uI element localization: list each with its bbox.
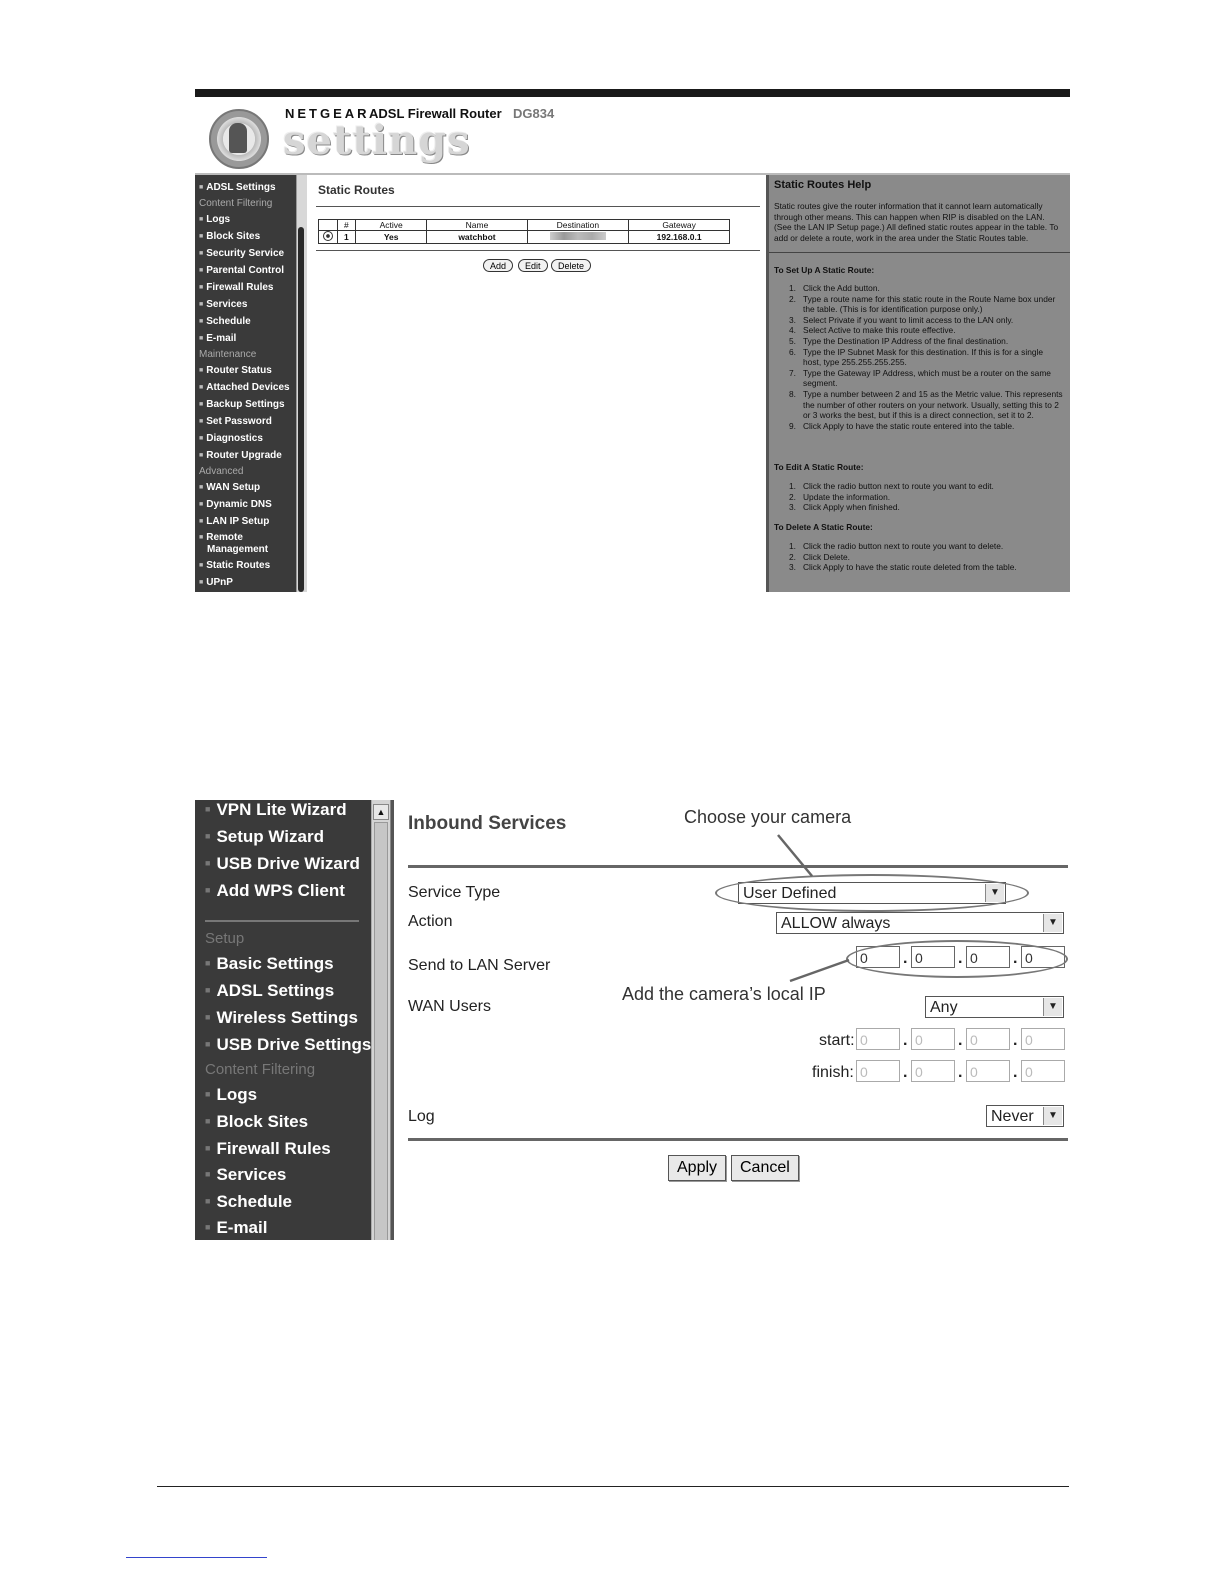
help-step-text: Type a number between 2 and 15 as the Metric value. This represents the number of other routers on your network. Usually, setting this to 2 or 3 works the best, but if this is a direct connection, set it to 2.	[803, 388, 1063, 421]
chevron-down-icon[interactable]: ▼	[1043, 914, 1062, 932]
lan-ip-octet-1[interactable]: 0	[856, 946, 900, 968]
footer-link-underline[interactable]	[126, 1557, 267, 1558]
ip-dot: .	[958, 950, 963, 967]
ip-dot: .	[903, 950, 908, 967]
help-step-text: Select Private if you want to limit access to the LAN only.	[803, 314, 1014, 325]
sidebar-item-label: Services	[206, 299, 248, 310]
help-step	[789, 389, 1063, 421]
help-step-text: Type the IP Subnet Mask for this destination. If this is for a single host, type 255.255.255.255.	[803, 346, 1044, 368]
help-step-text: Click Apply to have the static route deleted from the table.	[803, 562, 1017, 573]
help-step	[789, 294, 1063, 315]
sidebar-item[interactable]	[205, 1139, 331, 1159]
sidebar-item[interactable]	[199, 316, 251, 328]
help-step-number: 7.	[789, 367, 796, 378]
sidebar-item[interactable]	[199, 399, 285, 411]
sidebar-item[interactable]	[199, 499, 272, 511]
sidebar-item[interactable]	[199, 299, 247, 311]
help-step-number: 6.	[789, 346, 796, 357]
footer-rule	[157, 1486, 1069, 1487]
sidebar-section-heading: Content Filtering	[205, 1061, 316, 1078]
bullet-icon: ■	[205, 1169, 211, 1179]
help-edit-steps	[789, 481, 1063, 513]
help-divider	[769, 252, 1070, 253]
sidebar-item-label: Logs	[216, 1085, 258, 1104]
sidebar-item[interactable]	[205, 881, 345, 901]
add-button[interactable]: Add	[483, 259, 513, 272]
sidebar-item-label: Wireless Settings	[216, 1008, 358, 1027]
sidebar-item-label: VPN Lite Wizard	[216, 800, 347, 819]
table-row	[319, 231, 730, 244]
bullet-icon: ■	[205, 1196, 211, 1206]
help-step-text: Click the Add button.	[803, 283, 880, 293]
route-radio[interactable]	[319, 231, 338, 244]
ip-dot: .	[1013, 1032, 1018, 1049]
help-step-text: Click Apply to have the static route entered into the table.	[803, 420, 1015, 431]
send-to-lan-label: Send to LAN Server	[408, 957, 551, 974]
sidebar-item-label: Schedule	[216, 1192, 293, 1211]
sidebar-item[interactable]	[205, 1112, 308, 1132]
sidebar-item[interactable]	[205, 1165, 286, 1185]
sidebar-item[interactable]	[199, 416, 272, 428]
static-routes-screenshot	[195, 89, 1070, 592]
bullet-icon: ■	[199, 301, 204, 308]
sidebar-item-label: Parental Control	[206, 265, 285, 276]
help-title: Static Routes Help	[774, 179, 872, 191]
route-number: 1	[337, 231, 355, 244]
help-step-text: Type the Gateway IP Address, which must be a router on the same segment.	[803, 367, 1051, 389]
sidebar-section-heading: Maintenance	[199, 349, 257, 360]
annotation-line-camera	[778, 835, 812, 876]
scroll-up-arrow-icon[interactable]: ▲	[373, 804, 389, 820]
sidebar-item-label: ADSL Settings	[206, 182, 276, 193]
ip-dot: .	[1013, 1064, 1018, 1081]
help-step-number: 1.	[789, 481, 796, 491]
sidebar-section-heading: Setup	[205, 930, 245, 947]
sidebar-scroll-thumb[interactable]	[374, 822, 388, 1240]
help-step-text: Click the radio button next to route you want to edit.	[803, 481, 994, 491]
service-type-label: Service Type	[408, 884, 501, 901]
table-header: Gateway	[629, 220, 730, 231]
bullet-icon: ■	[199, 452, 204, 459]
start-label: start:	[819, 1032, 855, 1049]
bullet-icon: ■	[199, 484, 204, 491]
bullet-icon: ■	[205, 1039, 211, 1049]
help-step	[789, 481, 1063, 492]
help-step-number: 3.	[789, 502, 796, 513]
bullet-icon: ■	[205, 1089, 211, 1099]
bullet-icon: ■	[205, 804, 211, 814]
sidebar-item[interactable]	[199, 482, 260, 494]
table-header: Name	[427, 220, 527, 231]
help-intro: Static routes give the router information that it cannot learn automatically through other means. This can happen when RIP is disabled on the LAN. (See the LAN IP Setup page.) All defined static routes appear in the table. To add or delete a route, work in the area under the Static Routes table.	[774, 201, 1059, 243]
action-label: Action	[408, 913, 453, 930]
help-step-number: 1.	[789, 541, 796, 551]
sidebar-item-label: Firewall Rules	[206, 282, 274, 293]
bullet-icon: ■	[199, 518, 204, 525]
bullet-icon: ■	[199, 267, 204, 274]
sidebar-item[interactable]	[199, 544, 268, 556]
sidebar-item-label: Block Sites	[216, 1112, 309, 1131]
sidebar-item-label: E-mail	[206, 333, 237, 344]
help-step-number: 4.	[789, 325, 796, 336]
help-step-text: Click Delete.	[803, 551, 851, 562]
sidebar-scroll-thumb[interactable]	[298, 227, 304, 592]
bullet-icon: ■	[199, 367, 204, 374]
bullet-icon: ■	[199, 579, 204, 586]
help-step	[789, 283, 1063, 294]
edit-button[interactable]: Edit	[518, 259, 548, 272]
help-step-number: 1.	[789, 283, 796, 293]
wan-users-value: Any	[930, 999, 958, 1016]
bullet-icon: ■	[199, 335, 204, 342]
help-step-text: Update the information.	[803, 491, 891, 502]
sidebar-item-label: Schedule	[206, 316, 251, 327]
bullet-icon: ■	[205, 1222, 211, 1232]
sidebar-item[interactable]	[199, 333, 236, 345]
chevron-down-icon[interactable]: ▼	[1043, 1107, 1062, 1125]
help-setup-heading: To Set Up A Static Route:	[774, 265, 875, 275]
sidebar-item-label: LAN IP Setup	[206, 516, 270, 527]
help-step	[789, 347, 1063, 368]
sidebar-separator	[205, 920, 359, 922]
sidebar-item-label: Router Status	[206, 365, 272, 376]
sidebar-item-label: Set Password	[206, 416, 272, 427]
bullet-icon: ■	[199, 562, 204, 569]
finish-ip-octet-1[interactable]: 0	[856, 1060, 900, 1082]
bullet-icon: ■	[205, 858, 211, 868]
sidebar-item-label: Block Sites	[206, 231, 261, 242]
chevron-down-icon[interactable]: ▼	[985, 884, 1004, 902]
sidebar-item-label: USB Drive Wizard	[216, 854, 360, 873]
help-step-text: Type a route name for this static route in the Route Name box under the table. (This is for identification purpose only.)	[803, 293, 1056, 315]
blurred-destination	[550, 232, 606, 240]
help-step	[789, 502, 1063, 513]
page-title: Static Routes	[318, 183, 395, 197]
bullet-icon: ■	[199, 216, 204, 223]
sidebar-item-label: E-mail	[216, 1218, 268, 1237]
annotation-arrows	[394, 800, 1070, 1240]
ip-dot: .	[1013, 950, 1018, 967]
bullet-icon: ■	[199, 284, 204, 291]
help-step	[789, 421, 1063, 432]
sidebar-item[interactable]	[199, 516, 269, 528]
help-step	[789, 325, 1063, 336]
bullet-icon: ■	[199, 184, 204, 191]
start-ip-octet-1[interactable]: 0	[856, 1028, 900, 1050]
finish-ip-octet-4[interactable]: 0	[1021, 1060, 1065, 1082]
sidebar-item[interactable]	[205, 827, 324, 847]
table-header-select	[319, 220, 338, 231]
bullet-icon: ■	[199, 418, 204, 425]
model-name: DG834	[513, 106, 555, 121]
sidebar-item-label: WAN Setup	[206, 482, 261, 493]
sidebar-item[interactable]	[199, 248, 284, 260]
cancel-button[interactable]: Cancel	[731, 1155, 799, 1181]
help-step-number: 3.	[789, 314, 796, 325]
bullet-icon: ■	[205, 985, 211, 995]
table-header: Active	[355, 220, 426, 231]
help-step	[789, 336, 1063, 347]
start-ip-octet-4[interactable]: 0	[1021, 1028, 1065, 1050]
settings-heading: settings	[283, 117, 471, 164]
help-step	[789, 541, 1063, 552]
help-step-text: Select Active to make this route effective.	[803, 325, 956, 336]
bullet-icon: ■	[199, 318, 204, 325]
sidebar-item-label: Router Upgrade	[206, 450, 282, 461]
sidebar-item[interactable]	[199, 560, 270, 572]
sidebar-item-label: Add WPS Client	[216, 881, 345, 900]
router-header	[195, 97, 1070, 175]
bullet-icon: ■	[205, 885, 211, 895]
annotation-choose-camera: Choose your camera	[684, 807, 852, 827]
sidebar-item-label: USB Drive Settings	[216, 1035, 372, 1054]
sidebar-item-label: UPnP	[206, 577, 233, 588]
help-step	[789, 562, 1063, 573]
help-step-number: 5.	[789, 335, 796, 346]
sidebar-section-heading: Advanced	[199, 466, 244, 477]
route-gateway: 192.168.0.1	[629, 231, 730, 244]
apply-button[interactable]: Apply	[668, 1155, 726, 1181]
finish-ip-octet-3[interactable]: 0	[966, 1060, 1010, 1082]
help-delete-heading: To Delete A Static Route:	[774, 522, 873, 532]
sidebar-nav	[195, 800, 371, 1240]
static-routes-panel	[308, 175, 766, 592]
sidebar-item[interactable]	[199, 365, 272, 377]
sidebar-item-label: Setup Wizard	[216, 827, 324, 846]
table-header: Destination	[527, 220, 629, 231]
annotation-line-ip	[790, 960, 849, 981]
sidebar-item[interactable]	[199, 231, 260, 243]
sidebar-item-label: Services	[216, 1165, 287, 1184]
help-step-text: Click Apply when finished.	[803, 502, 900, 513]
bullet-icon: ■	[199, 384, 204, 391]
route-name: watchbot	[427, 231, 527, 244]
help-step-number: 8.	[789, 388, 796, 399]
delete-button[interactable]: Delete	[551, 259, 591, 272]
sidebar-item[interactable]	[199, 532, 243, 544]
bullet-icon: ■	[199, 534, 204, 541]
sidebar-item-label: Security Service	[206, 248, 285, 259]
help-step-text: Click the radio button next to route you want to delete.	[803, 541, 1004, 551]
sidebar-item[interactable]	[199, 182, 276, 194]
bullet-icon: ■	[199, 435, 204, 442]
help-step-text: Type the Destination IP Address of the final destination.	[803, 335, 1009, 346]
wan-users-label: WAN Users	[408, 998, 491, 1015]
bullet-icon: ■	[205, 1012, 211, 1022]
divider	[316, 250, 760, 251]
help-setup-steps	[789, 283, 1063, 431]
ip-dot: .	[958, 1032, 963, 1049]
ip-dot: .	[903, 1064, 908, 1081]
sidebar-item[interactable]	[199, 577, 233, 589]
help-step-number: 9.	[789, 420, 796, 431]
table-header: #	[337, 220, 355, 231]
bullet-icon: ■	[205, 831, 211, 841]
sidebar-item-label: Backup Settings	[206, 399, 285, 410]
ip-dot: .	[958, 1064, 963, 1081]
sidebar-item-label: Logs	[206, 214, 231, 225]
sidebar-item-label: Attached Devices	[206, 382, 290, 393]
bullet-icon: ■	[205, 1116, 211, 1126]
start-ip-octet-2[interactable]: 0	[911, 1028, 955, 1050]
sidebar-nav	[195, 175, 307, 592]
bullet-icon: ■	[199, 401, 204, 408]
routes-table	[318, 219, 730, 244]
brand-name: NETGEAR	[285, 106, 370, 121]
sidebar-item[interactable]	[199, 433, 263, 445]
help-panel	[769, 175, 1070, 592]
sidebar-item-label: Firewall Rules	[216, 1139, 331, 1158]
finish-ip-octet-2[interactable]: 0	[911, 1060, 955, 1082]
sidebar-item[interactable]	[199, 450, 282, 462]
product-name: ADSL Firewall Router	[369, 106, 502, 121]
finish-label: finish:	[812, 1064, 854, 1081]
sidebar-item[interactable]	[205, 954, 334, 974]
action-value: ALLOW always	[781, 915, 891, 932]
help-step	[789, 368, 1063, 389]
lan-ip-octet-2[interactable]: 0	[911, 946, 955, 968]
annotation-add-ip: Add the camera’s local IP	[622, 984, 826, 1004]
seal-logo-icon	[209, 109, 269, 169]
bullet-icon: ■	[205, 1143, 211, 1153]
help-step	[789, 552, 1063, 563]
bullet-icon: ■	[199, 233, 204, 240]
start-ip-octet-3[interactable]: 0	[966, 1028, 1010, 1050]
help-step-number: 2.	[789, 293, 796, 304]
help-delete-steps	[789, 541, 1063, 573]
sidebar-item[interactable]	[205, 1192, 292, 1212]
log-label: Log	[408, 1108, 435, 1125]
help-step-number: 2.	[789, 551, 796, 562]
sidebar-item[interactable]	[205, 1085, 257, 1105]
help-step-number: 2.	[789, 491, 796, 502]
help-edit-heading: To Edit A Static Route:	[774, 462, 864, 472]
help-step	[789, 492, 1063, 503]
page-title: Inbound Services	[408, 813, 567, 834]
sidebar-item-label: Dynamic DNS	[206, 499, 272, 510]
sidebar-item-label: Static Routes	[206, 560, 271, 571]
bullet-icon: ■	[199, 250, 204, 257]
chevron-down-icon[interactable]: ▼	[1043, 998, 1062, 1016]
sidebar-item-label: Diagnostics	[206, 433, 263, 444]
sidebar-item[interactable]	[199, 282, 273, 294]
bullet-icon: ■	[205, 958, 211, 968]
sidebar-item[interactable]	[205, 800, 347, 820]
sidebar-item[interactable]	[199, 265, 284, 277]
sidebar-item-label: Management	[207, 544, 269, 555]
sidebar-item[interactable]	[205, 1218, 267, 1238]
help-step-number: 3.	[789, 562, 796, 573]
bullet-icon: ■	[199, 501, 204, 508]
ip-dot: .	[903, 1032, 908, 1049]
sidebar-item[interactable]	[205, 1035, 371, 1055]
inbound-services-screenshot	[195, 800, 1070, 1240]
route-active: Yes	[355, 231, 426, 244]
divider	[316, 206, 760, 207]
service-type-value: User Defined	[743, 885, 837, 902]
sidebar-item[interactable]	[205, 1008, 358, 1028]
sidebar-item-label: ADSL Settings	[216, 981, 335, 1000]
sidebar-section-heading: Content Filtering	[199, 198, 273, 209]
sidebar-item-label: Basic Settings	[216, 954, 334, 973]
sidebar-item[interactable]	[199, 382, 290, 394]
lan-ip-octet-4[interactable]: 0	[1021, 946, 1065, 968]
radio-icon[interactable]	[323, 231, 333, 241]
sidebar-item[interactable]	[205, 981, 334, 1001]
top-bar	[195, 89, 1070, 97]
sidebar-item[interactable]	[205, 854, 360, 874]
route-destination	[527, 231, 629, 244]
log-value: Never	[991, 1108, 1034, 1125]
sidebar-item[interactable]	[199, 214, 230, 226]
inbound-services-panel	[391, 800, 1070, 1240]
sidebar-item-label: Remote	[206, 532, 243, 543]
help-step	[789, 315, 1063, 326]
lan-ip-octet-3[interactable]: 0	[966, 946, 1010, 968]
